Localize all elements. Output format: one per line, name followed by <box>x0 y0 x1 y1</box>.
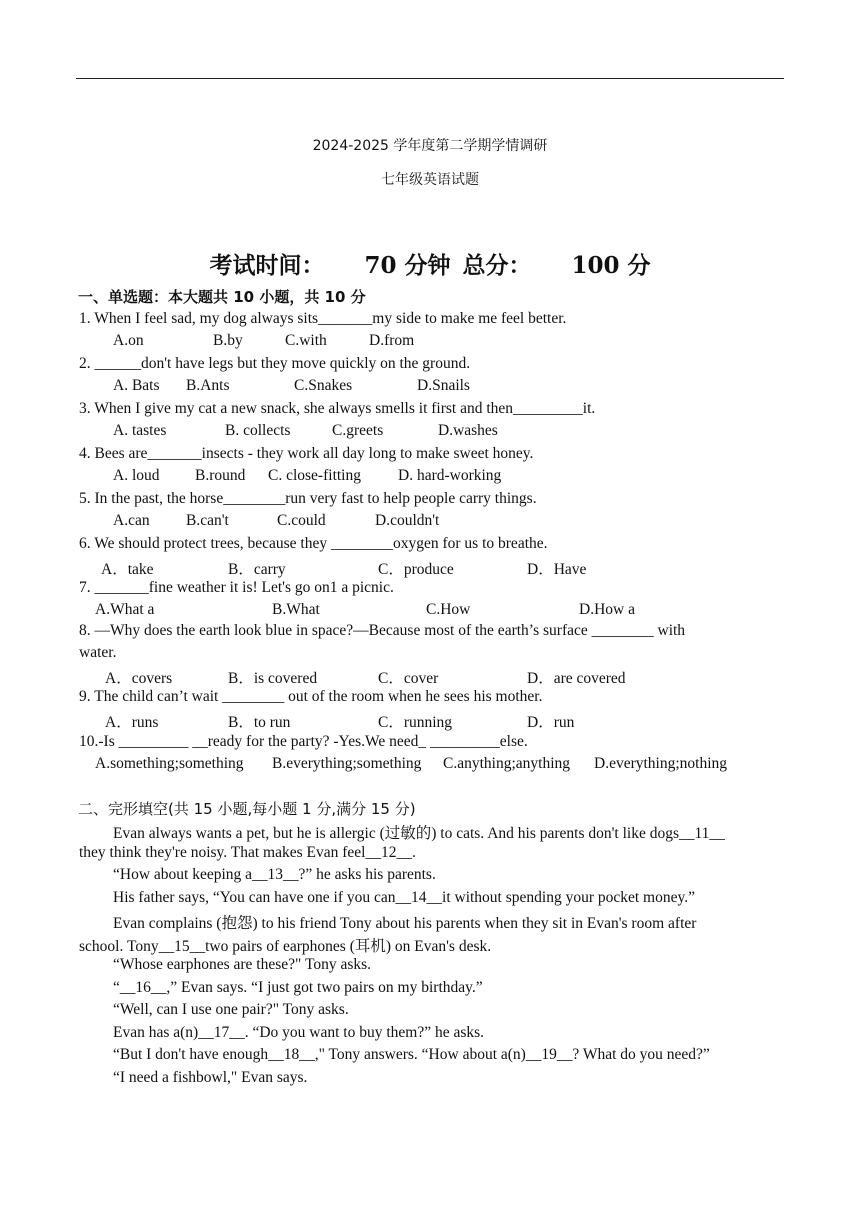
passage-text: “I need a fishbowl," Evan says. <box>113 1069 308 1086</box>
passage-text: school. Tony <box>79 938 159 955</box>
option: B.What <box>272 601 320 618</box>
passage-line <box>113 956 371 974</box>
section2-title: 二、完形填空(共 15 小题,每小题 1 分,满分 15 分) <box>78 800 416 818</box>
option: D．run <box>527 714 575 731</box>
option: A.on <box>113 332 144 349</box>
option: D.couldn't <box>375 512 440 529</box>
blank-17: __17__ <box>198 1024 245 1041</box>
option: C.anything;anything <box>443 755 571 772</box>
time-value: 70 分钟 <box>364 252 451 279</box>
option: C.greets <box>332 422 384 439</box>
option: D．Have <box>527 561 587 578</box>
option: C．produce <box>378 561 454 578</box>
option: D．are covered <box>527 670 626 687</box>
passage-text: “ <box>113 979 120 996</box>
passage-text: “Whose earphones are these?" Tony asks. <box>113 956 372 973</box>
option: D.washes <box>438 422 498 439</box>
passage-text: two pairs of earphones (耳机) on Evan's desk. <box>205 938 492 955</box>
score-value: 100 分 <box>571 252 651 279</box>
option: B.by <box>213 332 243 349</box>
option: A.can <box>113 512 150 529</box>
passage-line <box>79 844 416 862</box>
passage-text: it without spending your pocket money.” <box>442 889 695 906</box>
blank-15: __15__ <box>158 938 206 955</box>
passage-line <box>79 934 491 956</box>
passage-text: ," Tony answers. “How about a(n) <box>314 1046 526 1063</box>
subject-title: 七年级英语试题 <box>381 172 479 188</box>
blank-14: __14__ <box>395 889 443 906</box>
option: A．take <box>101 561 154 578</box>
option: B.round <box>195 467 246 484</box>
passage-text: His father says, “You can have one if you can <box>113 889 396 906</box>
top-rule <box>76 78 784 79</box>
option: A. tastes <box>113 422 167 439</box>
passage-text: ?” he asks his parents. <box>298 866 436 883</box>
question-2: 2. ______don't have legs but they move quickly on the ground. <box>79 355 471 372</box>
option: C.How <box>426 601 471 618</box>
passage-text: ,” Evan says. “I just got two pairs on my birthday.” <box>166 979 483 996</box>
option: B.can't <box>186 512 229 529</box>
blank-18: __18__ <box>268 1046 315 1063</box>
option: C.Snakes <box>294 377 353 394</box>
score-label: 总分： <box>462 252 532 279</box>
question-8: 8. —Why does the earth look blue in space?—Because most of the earth’s surface ________ with <box>79 622 686 639</box>
question-10: 10.-Is _________ __ready for the party? -Yes.We need_ _________else. <box>79 733 528 750</box>
option: B．is covered <box>228 670 318 687</box>
passage-text: . <box>411 844 416 861</box>
option: B. collects <box>225 422 291 439</box>
section1-title: 一、单选题：本大题共 10 小题，共 10 分 <box>78 288 366 306</box>
time-label: 考试时间： <box>209 252 325 279</box>
passage-text: “How about keeping a <box>113 866 253 883</box>
question-8-cont: water. <box>79 644 117 661</box>
passage-text: they think they're noisy. That makes Evan feel <box>79 844 366 861</box>
passage-line <box>113 1024 484 1042</box>
passage-line <box>113 866 436 884</box>
question-9: 9. The child can’t wait ________ out of the room when he sees his mother. <box>79 688 543 705</box>
option: D.everything;nothing <box>594 755 728 772</box>
passage-line <box>113 979 483 997</box>
question-5: 5. In the past, the horse________run very fast to help people carry things. <box>79 490 537 507</box>
question-7: 7. _______fine weather it is! Let's go on1 a picnic. <box>79 579 394 596</box>
blank-12: __12__ <box>365 844 412 861</box>
question-4: 4. Bees are_______insects - they work all day long to make sweet honey. <box>79 445 534 462</box>
option: D.Snails <box>417 377 470 394</box>
option: C．running <box>378 714 453 731</box>
option: A. Bats <box>113 377 160 394</box>
option: B.everything;something <box>272 755 422 772</box>
option: C. close-fitting <box>268 467 361 484</box>
blank-16: __16__ <box>119 979 167 996</box>
option: A.something;something <box>95 755 244 772</box>
option: A．covers <box>105 670 173 687</box>
exam-info <box>0 247 860 280</box>
option: D.from <box>369 332 415 349</box>
option: A.What a <box>95 601 155 618</box>
option: A．runs <box>105 714 159 731</box>
option: B．carry <box>228 561 286 578</box>
option: A. loud <box>113 467 160 484</box>
passage-line <box>113 911 696 933</box>
question-1: 1. When I feel sad, my dog always sits_______my side to make me feel better. <box>79 310 567 327</box>
blank-19: __19__ <box>525 1046 573 1063</box>
option: C.with <box>285 332 327 349</box>
question-3: 3. When I give my cat a new snack, she always smells it first and then_________it. <box>79 400 596 417</box>
option: C.could <box>277 512 326 529</box>
passage-text: . “Do you want to buy them?” he asks. <box>244 1024 485 1041</box>
passage-line <box>113 1069 307 1087</box>
question-6: 6. We should protect trees, because they ________oxygen for us to breathe. <box>79 535 548 552</box>
passage-line <box>113 889 695 907</box>
passage-text: Evan has a(n) <box>113 1024 199 1041</box>
passage-line <box>113 821 725 843</box>
passage-text: Evan always wants a pet, but he is allergic (过敏的) to cats. And his parents don't like dogs <box>113 825 679 842</box>
term-title: 2024-2025 学年度第二学期学情调研 <box>312 138 548 154</box>
blank-11: __11__ <box>679 825 725 842</box>
passage-text: Evan complains (抱怨) to his friend Tony about his parents when they sit in Evan's room after <box>113 915 697 932</box>
option: B．to run <box>228 714 291 731</box>
option: D. hard-working <box>398 467 502 484</box>
option: B.Ants <box>186 377 230 394</box>
passage-text: “But I don't have enough <box>113 1046 269 1063</box>
option: C．cover <box>378 670 439 687</box>
option: D.How a <box>579 601 635 618</box>
passage-line <box>113 1001 349 1019</box>
blank-13: __13__ <box>252 866 299 883</box>
passage-line <box>113 1046 710 1064</box>
passage-text: “Well, can I use one pair?" Tony asks. <box>113 1001 349 1018</box>
passage-text: ? What do you need?” <box>572 1046 710 1063</box>
